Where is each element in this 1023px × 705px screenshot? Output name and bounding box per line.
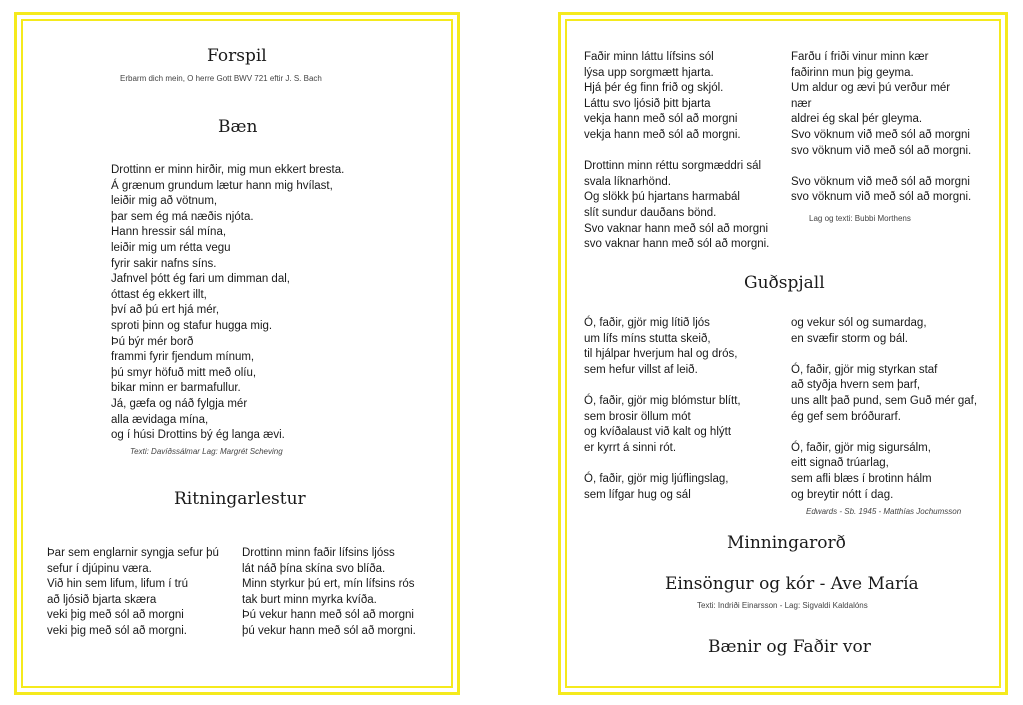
verse-line: leiðir mig um rétta vegu bbox=[111, 241, 231, 254]
baen-credit: Texti: Davíðssálmar Lag: Margrét Scheving bbox=[130, 447, 283, 456]
verse-line: Svo vöknum við með sól að morgni bbox=[791, 128, 970, 141]
verse-line: svo vöknum við með sól að morgni. bbox=[791, 144, 972, 157]
verse-line: sem afli blæs í brotinn hálm bbox=[791, 472, 932, 485]
verse-line: Ó, faðir, gjör mig blómstur blítt, bbox=[584, 394, 741, 407]
stanza-gap bbox=[791, 425, 977, 441]
verse-line: uns allt það pund, sem Guð mér gaf, bbox=[791, 394, 978, 407]
verse-line: Drottinn er minn hirðir, mig mun ekkert bresta. bbox=[111, 164, 345, 176]
verse-line: sem brosir öllum mót bbox=[584, 410, 691, 423]
verse-line: að styðja hvern sem þarf, bbox=[791, 379, 921, 392]
verse-line: svo vaknar hann með sól að morgni. bbox=[584, 238, 770, 251]
forspil-heading: Forspil bbox=[207, 46, 267, 66]
verse-line: veki þig með sól að morgni bbox=[47, 609, 184, 622]
verse-line: þar sem ég má næðis njóta. bbox=[111, 210, 254, 223]
einsongur-caption: Texti: Indriði Einarsson - Lag: Sigvaldi Kaldalóns bbox=[697, 601, 868, 610]
verse-line: Já, gæfa og náð fylgja mér bbox=[111, 397, 248, 410]
verse-line: sem hefur villst af leið. bbox=[584, 363, 698, 376]
verse-line: en svæfir storm og bál. bbox=[791, 332, 908, 345]
verse-line: Um aldur og ævi þú verður mér bbox=[791, 82, 951, 95]
einsongur-heading: Einsöngur og kór - Ave María bbox=[665, 574, 919, 594]
verse-line: nær bbox=[791, 97, 812, 110]
verse-line: er kyrrt á sinni rót. bbox=[584, 441, 677, 454]
verse-line: Ó, faðir, gjör mig ljúflingslag, bbox=[584, 472, 729, 485]
minningarord-heading: Minningarorð bbox=[727, 533, 846, 553]
verse-line: lýsa upp sorgmætt hjarta. bbox=[584, 66, 714, 79]
stanza-gap bbox=[584, 456, 741, 472]
verse-line: Ó, faðir, gjör mig lítið ljós bbox=[584, 317, 710, 329]
verse-line: og vekur sól og sumardag, bbox=[791, 317, 927, 329]
verse-line: óttast ég ekkert illt, bbox=[111, 288, 207, 301]
verse-line: Drottinn minn réttu sorgmæddri sál bbox=[584, 160, 762, 173]
verse-line: tak burt minn myrka kvíða. bbox=[242, 593, 377, 606]
verse-line: Þar sem englarnir syngja sefur þú bbox=[47, 547, 219, 559]
verse-line: sefur í djúpinu væra. bbox=[47, 562, 152, 575]
baenir-heading: Bænir og Faðir vor bbox=[708, 637, 871, 657]
gudspjall-credit: Edwards - Sb. 1945 - Matthías Jochumsson bbox=[806, 507, 962, 516]
verse-line: og í húsi Drottins bý ég langa ævi. bbox=[111, 429, 285, 442]
verse-line: vekja hann með sól að morgni bbox=[584, 113, 738, 126]
verse-line: bikar minn er barmafullur. bbox=[111, 382, 241, 395]
verse-line: um lífs míns stutta skeið, bbox=[584, 332, 711, 345]
song-credit: Lag og texti: Bubbi Morthens bbox=[809, 214, 911, 223]
baen-verse bbox=[111, 163, 344, 444]
verse-line: að ljósið bjarta skæra bbox=[47, 593, 157, 606]
stanza-gap bbox=[584, 144, 769, 160]
verse-line: frammi fyrir fjendum mínum, bbox=[111, 351, 255, 364]
verse-line: Þú vekur hann með sól að morgni bbox=[242, 609, 414, 622]
verse-line: Hann hressir sál mína, bbox=[111, 226, 227, 239]
verse-line: og breytir nótt í dag. bbox=[791, 488, 894, 501]
verse-line: fyrir sakir nafns síns. bbox=[111, 257, 217, 270]
verse-line: ég gef sem bróðurarf. bbox=[791, 410, 901, 423]
verse-line: alla ævidaga mína, bbox=[111, 413, 209, 426]
gudspjall-heading: Guðspjall bbox=[744, 273, 825, 293]
verse-line: þú vekur hann með sól að morgni. bbox=[242, 624, 416, 637]
verse-line: Jafnvel þótt ég fari um dimman dal, bbox=[111, 273, 290, 286]
verse-line: eitt signað trúarlag, bbox=[791, 457, 889, 470]
verse-line: Þú býr mér borð bbox=[111, 335, 194, 348]
verse-line: Og slökk þú hjartans harmabál bbox=[584, 191, 740, 204]
gudspjall-column-1 bbox=[584, 316, 741, 503]
gudspjall-column-2 bbox=[791, 316, 977, 503]
verse-line: Hjá þér ég finn frið og skjól. bbox=[584, 82, 724, 95]
stanza-gap bbox=[791, 159, 971, 175]
verse-line: svala líknarhönd. bbox=[584, 175, 671, 188]
verse-line: sem lífgar hug og sál bbox=[584, 488, 691, 501]
stanza-gap bbox=[584, 378, 741, 394]
verse-line: slít sundur dauðans bönd. bbox=[584, 206, 717, 219]
verse-line: Svo vöknum við með sól að morgni bbox=[791, 175, 970, 188]
verse-line: sproti þinn og stafur hugga mig. bbox=[111, 319, 273, 332]
verse-line: leiðir mig að vötnum, bbox=[111, 195, 218, 208]
verse-line: aldrei ég skal þér gleyma. bbox=[791, 113, 923, 126]
verse-line: Láttu svo ljósið þitt bjarta bbox=[584, 97, 711, 110]
verse-line: lát náð þína skína svo blíða. bbox=[242, 562, 386, 575]
verse-line: Farðu í friði vinur minn kær bbox=[791, 51, 929, 63]
song-column-2 bbox=[791, 50, 971, 206]
verse-line: Ó, faðir, gjör mig styrkan staf bbox=[791, 363, 938, 376]
verse-line: Minn styrkur þú ert, mín lífsins rós bbox=[242, 578, 415, 591]
ritningarlestur-column-1 bbox=[47, 546, 219, 640]
verse-line: veki þig með sól að morgni. bbox=[47, 624, 187, 637]
verse-line: Faðir minn láttu lífsins sól bbox=[584, 51, 714, 63]
verse-line: þú smyr höfuð mitt með olíu, bbox=[111, 366, 257, 379]
forspil-caption: Erbarm dich mein, O herre Gott BWV 721 eftir J. S. Bach bbox=[120, 74, 322, 83]
verse-line: til hjálpar hverjum hal og drós, bbox=[584, 348, 738, 361]
verse-line: og kvíðalaust við kalt og hlýtt bbox=[584, 426, 732, 439]
ritningarlestur-column-2 bbox=[242, 546, 416, 640]
verse-line: Við hin sem lifum, lifum í trú bbox=[47, 578, 189, 591]
verse-line: því að þú ert hjá mér, bbox=[111, 304, 220, 317]
verse-line: vekja hann með sól að morgni. bbox=[584, 128, 741, 141]
verse-line: Svo vaknar hann með sól að morgni bbox=[584, 222, 769, 235]
song-column-1 bbox=[584, 50, 769, 253]
verse-line: svo vöknum við með sól að morgni. bbox=[791, 191, 972, 204]
verse-line: Á grænum grundum lætur hann mig hvílast, bbox=[111, 179, 333, 192]
baen-heading: Bæn bbox=[218, 117, 258, 137]
verse-line: Drottinn minn faðir lífsins ljóss bbox=[242, 547, 395, 559]
verse-line: faðirinn mun þig geyma. bbox=[791, 66, 914, 79]
verse-line: Ó, faðir, gjör mig sigursálm, bbox=[791, 441, 931, 454]
stanza-gap bbox=[791, 347, 977, 363]
ritningarlestur-heading: Ritningarlestur bbox=[174, 489, 306, 509]
